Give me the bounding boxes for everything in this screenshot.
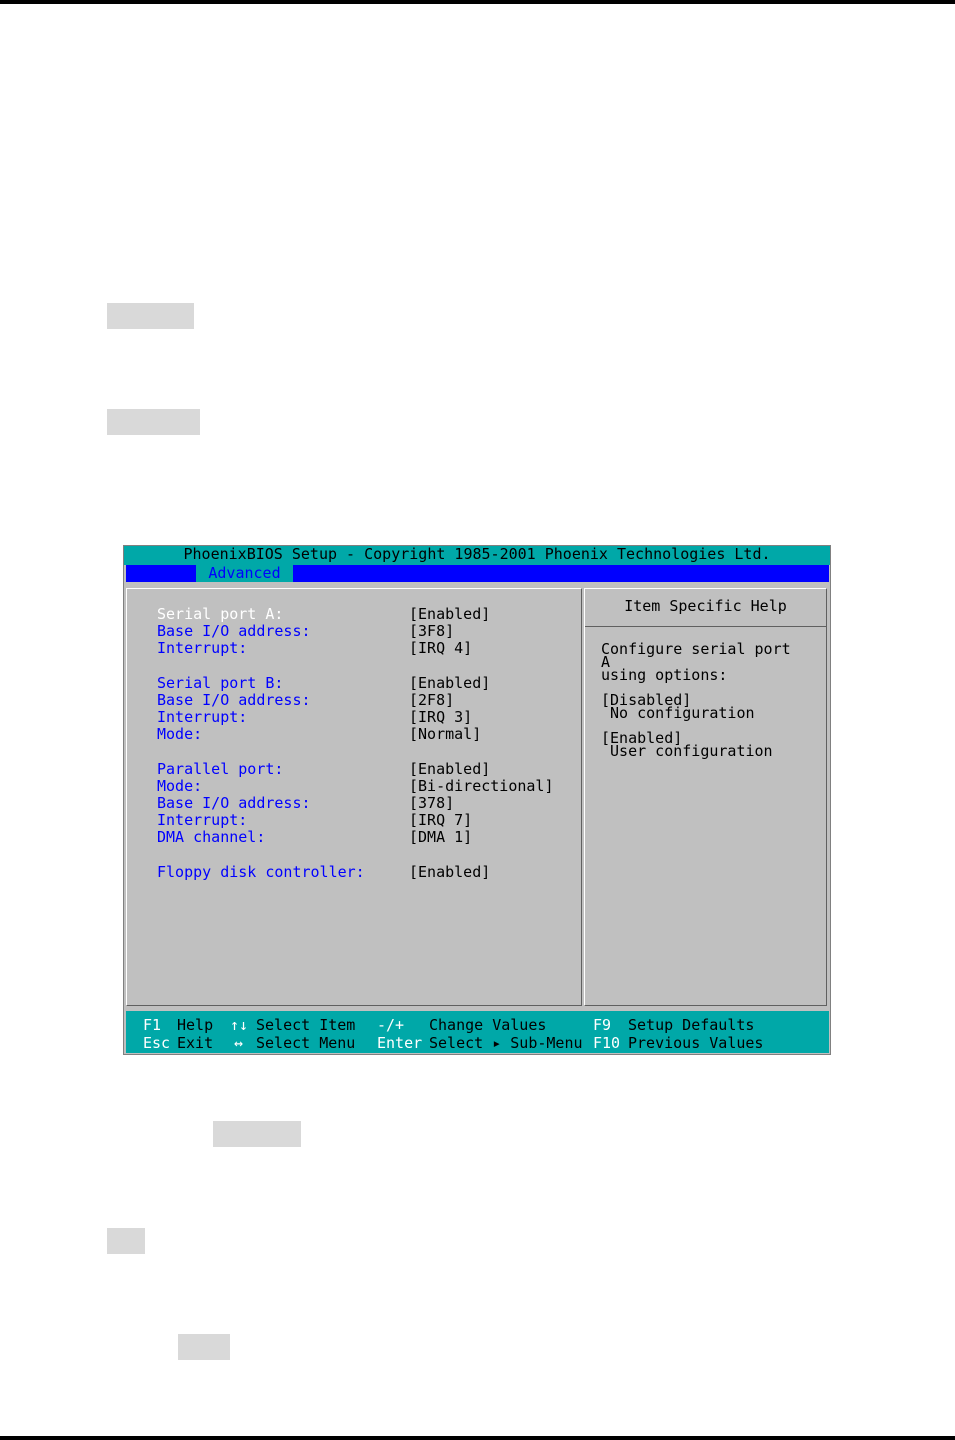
setting-serial-b-interrupt-value[interactable]: [IRQ 3] [409, 708, 473, 726]
key-esc-desc: Exit [177, 1034, 214, 1052]
setting-serial-b-base-address-label[interactable]: Base I/O address: [157, 691, 311, 709]
setting-serial-a-interrupt-value[interactable]: [IRQ 4] [409, 639, 473, 657]
setting-floppy-controller-label[interactable]: Floppy disk controller: [157, 863, 365, 881]
highlight-box [107, 409, 200, 435]
setting-floppy-controller-value[interactable]: [Enabled] [409, 863, 491, 881]
setting-serial-b-interrupt-label[interactable]: Interrupt: [157, 708, 248, 726]
key-minus-plus: -/+ [377, 1016, 405, 1034]
help-text-line: [Disabled] [601, 691, 692, 709]
highlight-box [107, 1228, 145, 1254]
setting-serial-b-mode-value[interactable]: [Normal] [409, 725, 482, 743]
bottom-rule [0, 1436, 955, 1440]
help-text-line: [Enabled] [601, 729, 683, 747]
key-f9-desc: Setup Defaults [628, 1016, 755, 1034]
key-enter-desc: Select ▸ Sub-Menu [429, 1034, 583, 1052]
item-help-panel [584, 588, 827, 1006]
bios-key-legend [126, 1011, 829, 1053]
setting-serial-a-interrupt-label[interactable]: Interrupt: [157, 639, 248, 657]
setting-serial-a-base-address-value[interactable]: [3F8] [409, 622, 455, 640]
help-text-line: No configuration [601, 704, 755, 722]
key-leftright-desc: Select Menu [256, 1034, 356, 1052]
key-esc: Esc [143, 1034, 171, 1052]
setting-parallel-mode-label[interactable]: Mode: [157, 777, 203, 795]
setting-serial-b-base-address-value[interactable]: [2F8] [409, 691, 455, 709]
key-updown-desc: Select Item [256, 1016, 356, 1034]
key-minus-plus-desc: Change Values [429, 1016, 547, 1034]
setting-serial-a-base-address-label[interactable]: Base I/O address: [157, 622, 311, 640]
help-text-line: Configure serial port [601, 640, 791, 658]
setting-serial-port-a-value[interactable]: [Enabled] [409, 605, 491, 623]
highlight-box [213, 1121, 301, 1147]
help-panel-title: Item Specific Help [585, 589, 826, 627]
setting-parallel-base-address-label[interactable]: Base I/O address: [157, 794, 311, 812]
setting-parallel-mode-value[interactable]: [Bi-directional] [409, 777, 554, 795]
key-f9: F9 [593, 1016, 612, 1034]
key-f10-desc: Previous Values [628, 1034, 764, 1052]
help-text-line: User configuration [601, 742, 773, 760]
setting-dma-channel-label[interactable]: DMA channel: [157, 828, 266, 846]
key-updown-arrows: ↑↓ [230, 1016, 249, 1034]
tab-advanced[interactable]: Advanced [196, 565, 293, 582]
key-enter: Enter [377, 1034, 423, 1052]
key-leftright-arrows: ↔ [234, 1034, 244, 1052]
key-f1: F1 [143, 1016, 162, 1034]
top-rule [0, 0, 955, 4]
highlight-box [107, 303, 194, 329]
setting-serial-port-b-label[interactable]: Serial port B: [157, 674, 284, 692]
setting-parallel-interrupt-label[interactable]: Interrupt: [157, 811, 248, 829]
setting-serial-b-mode-label[interactable]: Mode: [157, 725, 203, 743]
setting-parallel-base-address-value[interactable]: [378] [409, 794, 455, 812]
bios-setup-screenshot [123, 545, 831, 1055]
setting-serial-port-a-label[interactable]: Serial port A: [157, 605, 284, 623]
bios-title-bar: PhoenixBIOS Setup - Copyright 1985-2001 Phoenix Technologies Ltd. [124, 546, 830, 565]
bios-menu-bar [126, 565, 829, 582]
setting-dma-channel-value[interactable]: [DMA 1] [409, 828, 473, 846]
help-text-line: using options: [601, 666, 728, 684]
key-f1-desc: Help [177, 1016, 214, 1034]
setting-parallel-port-value[interactable]: [Enabled] [409, 760, 491, 778]
key-f10: F10 [593, 1034, 621, 1052]
setting-parallel-interrupt-value[interactable]: [IRQ 7] [409, 811, 473, 829]
help-text-line: A [601, 653, 611, 671]
highlight-box [178, 1334, 230, 1360]
setting-serial-port-b-value[interactable]: [Enabled] [409, 674, 491, 692]
setting-parallel-port-label[interactable]: Parallel port: [157, 760, 284, 778]
